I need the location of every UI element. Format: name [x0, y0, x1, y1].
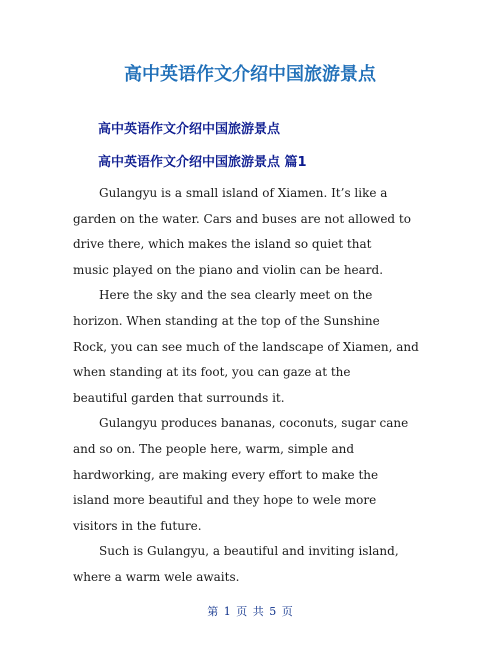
essay-heading: 高中英语作文介绍中国旅游景点 篇1: [98, 155, 307, 170]
essay-body: [73, 181, 433, 591]
paragraph-2: Here the sky and the sea clearly meet on the horizon. When standing at the top of the Sunshine Rock, you can see much of the landscape of Xiamen, and when standing at its foot, you can gaze at the beautiful garden that surrounds it.: [73, 288, 419, 405]
section-heading: 高中英语作文介绍中国旅游景点: [98, 122, 281, 137]
paragraph-1: Gulangyu is a small island of Xiamen. It’s like a garden on the water. Cars and buses are not allowed to drive there, which makes the island so quiet that music played on the piano and violin can be heard.: [73, 186, 411, 277]
document-title: 高中英语作文介绍中国旅游景点: [124, 64, 376, 85]
paragraph-3: Gulangyu produces bananas, coconuts, sugar cane and so on. The people here, warm, simple and hardworking, are making every effort to make the island more beautiful and they hope to wele more visitors in the future.: [73, 416, 409, 533]
page-number-footer: 第 1 页 共 5 页: [207, 605, 293, 618]
paragraph-4: Such is Gulangyu, a beautiful and inviting island, where a warm wele awaits.: [73, 544, 399, 584]
